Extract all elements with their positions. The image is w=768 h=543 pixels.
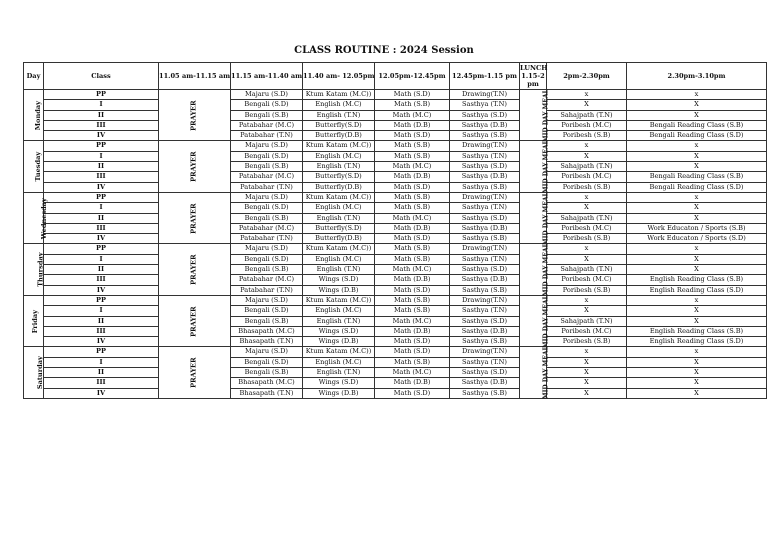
period-cell: Bengali (S.B) (231, 368, 303, 378)
period-cell: Drawing(T.N) (450, 192, 520, 202)
period-cell: Patabahar (M.C) (231, 275, 303, 285)
header-slot-7: 2.30pm-3.10pm (627, 63, 767, 90)
period-cell: x (627, 347, 767, 357)
period-cell: Math (S.B) (375, 100, 450, 110)
period-cell: Patabahar (T.N) (231, 131, 303, 141)
class-cell: II (44, 162, 159, 172)
header-lunch: LUNCH 1.15-2 pm (520, 64, 548, 88)
meal-cell (520, 140, 550, 194)
period-cell: Poribesh (S.B) (547, 182, 627, 192)
period-cell: Bengali (S.B) (231, 316, 303, 326)
period-cell: Bengali (S.B) (231, 162, 303, 172)
period-cell: Bengali Reading Class (S.D) (627, 131, 767, 141)
period-cell: x (547, 141, 627, 151)
period-cell: Math (M.C) (375, 162, 450, 172)
meal-label: MID DAY MEAL (542, 88, 550, 142)
period-cell: Majaru (S.D) (231, 295, 303, 305)
class-cell: PP (44, 192, 159, 202)
period-cell: Bengali (S.D) (231, 357, 303, 367)
period-cell: X (627, 203, 767, 213)
table-row (24, 244, 767, 254)
period-cell: Majaru (S.D) (231, 141, 303, 151)
table-row (24, 162, 767, 172)
period-cell: Ktum Katam (M.C)) (303, 192, 375, 202)
period-cell: Ktum Katam (M.C)) (303, 141, 375, 151)
period-cell: Drawing(T.N) (450, 244, 520, 254)
period-cell: Math (S.D) (375, 131, 450, 141)
period-cell: X (627, 388, 767, 398)
class-cell: II (44, 213, 159, 223)
table-row (24, 326, 767, 336)
table-row (24, 378, 767, 388)
period-cell: English (M.C) (303, 203, 375, 213)
period-cell: Poribesh (S.B) (547, 234, 627, 244)
period-cell: X (547, 151, 627, 161)
period-cell: Sahajpath (T.N) (547, 265, 627, 275)
period-cell: Bhasapath (M.C) (231, 378, 303, 388)
day-label: Thursday (36, 252, 45, 287)
period-cell: Math (M.C) (375, 110, 450, 120)
meal-cell (520, 346, 550, 400)
period-cell: Poribesh (M.C) (547, 275, 627, 285)
period-cell: Ktum Katam (M.C)) (303, 90, 375, 100)
table-row (24, 388, 767, 398)
table-row (24, 203, 767, 213)
period-cell: Math (S.D) (375, 388, 450, 398)
period-cell: Math (S.B) (375, 357, 450, 367)
period-cell: Poribesh (S.B) (547, 285, 627, 295)
period-cell: Drawing(T.N) (450, 141, 520, 151)
period-cell: x (627, 244, 767, 254)
table-row (24, 337, 767, 347)
meal-label: MID DAY MEAL (542, 346, 550, 400)
class-cell: III (44, 223, 159, 233)
period-cell: Poribesh (M.C) (547, 120, 627, 130)
table-row (24, 347, 767, 357)
period-cell: Sahajpath (T.N) (547, 110, 627, 120)
meal-cell (520, 243, 550, 297)
period-cell: Sasthya (D.B) (450, 172, 520, 182)
period-cell: Butterfly(S.D) (303, 223, 375, 233)
period-cell: Wings (S.D) (303, 326, 375, 336)
table-row (24, 254, 767, 264)
day-cell (24, 141, 44, 192)
day-cell (24, 244, 44, 295)
class-cell: II (44, 110, 159, 120)
period-cell: Sasthya (D.B) (450, 120, 520, 130)
period-cell: Ktum Katam (M.C)) (303, 347, 375, 357)
period-cell: Math (S.D) (375, 285, 450, 295)
period-cell: Math (S.B) (375, 295, 450, 305)
period-cell: Sasthya (T.N) (450, 151, 520, 161)
period-cell: Ktum Katam (M.C)) (303, 244, 375, 254)
period-cell: Math (D.B) (375, 172, 450, 182)
period-cell: Sasthya (D.B) (450, 378, 520, 388)
period-cell: Patabahar (M.C) (231, 223, 303, 233)
period-cell: Sasthya (T.N) (450, 306, 520, 316)
period-cell: English (T.N) (303, 213, 375, 223)
period-cell: Patabahar (T.N) (231, 182, 303, 192)
class-cell: II (44, 265, 159, 275)
period-cell: Wings (D.B) (303, 285, 375, 295)
period-cell: English Reading Class (S.B) (627, 326, 767, 336)
header-slot-4: 12.05pm-12.45pm (375, 63, 450, 90)
period-cell: X (627, 378, 767, 388)
prayer-cell (159, 244, 231, 295)
table-row (24, 265, 767, 275)
prayer-cell (159, 295, 231, 346)
period-cell: X (627, 254, 767, 264)
period-cell: Math (M.C) (375, 316, 450, 326)
table-row (24, 275, 767, 285)
class-cell: I (44, 254, 159, 264)
period-cell: English (M.C) (303, 306, 375, 316)
table-row (24, 182, 767, 192)
period-cell: Sasthya (T.N) (450, 254, 520, 264)
period-cell: x (547, 192, 627, 202)
period-cell: Sahajpath (T.N) (547, 213, 627, 223)
header-slot-3: 11.40 am- 12.05pm (303, 63, 375, 90)
period-cell: Sasthya (D.B) (450, 275, 520, 285)
period-cell: Poribesh (S.B) (547, 131, 627, 141)
class-cell: I (44, 100, 159, 110)
period-cell: English (T.N) (303, 316, 375, 326)
period-cell: Patabahar (M.C) (231, 172, 303, 182)
period-cell: Butterfly(D.B) (303, 182, 375, 192)
page-title: CLASS ROUTINE : 2024 Session (294, 45, 474, 56)
period-cell: x (627, 192, 767, 202)
period-cell: Math (D.B) (375, 326, 450, 336)
day-cell (24, 192, 48, 243)
period-cell: Math (S.B) (375, 141, 450, 151)
class-cell: I (44, 151, 159, 161)
period-cell: Sasthya (S.D) (450, 265, 520, 275)
table-row (24, 131, 767, 141)
period-cell: Bengali (S.D) (231, 203, 303, 213)
period-cell: X (547, 357, 627, 367)
prayer-label: PRAYER (189, 100, 198, 131)
period-cell: Math (D.B) (375, 223, 450, 233)
prayer-label: PRAYER (189, 151, 198, 182)
table-row (24, 368, 767, 378)
period-cell: Sahajpath (T.N) (547, 316, 627, 326)
period-cell: English (M.C) (303, 100, 375, 110)
prayer-cell (159, 141, 231, 192)
period-cell: Sasthya (S.B) (450, 388, 520, 398)
period-cell: Sasthya (S.B) (450, 182, 520, 192)
table-row (24, 213, 767, 223)
meal-label: MID DAY MEAL (542, 294, 550, 348)
period-cell: Wings (D.B) (303, 388, 375, 398)
period-cell: x (627, 141, 767, 151)
table-row (24, 90, 767, 100)
meal-cell (520, 88, 550, 142)
class-cell: IV (44, 182, 159, 192)
period-cell: Sasthya (T.N) (450, 203, 520, 213)
table-row (24, 110, 767, 120)
period-cell: Sasthya (S.B) (450, 131, 520, 141)
period-cell: Majaru (S.D) (231, 90, 303, 100)
class-cell: II (44, 368, 159, 378)
period-cell: Bengali (S.B) (231, 110, 303, 120)
period-cell: Sasthya (T.N) (450, 100, 520, 110)
prayer-label: PRAYER (189, 202, 198, 234)
class-cell: III (44, 275, 159, 285)
class-cell: IV (44, 285, 159, 295)
period-cell: Math (D.B) (375, 120, 450, 130)
period-cell: Drawing(T.N) (450, 90, 520, 100)
period-cell: X (627, 213, 767, 223)
period-cell: Bhasapath (T.N) (231, 388, 303, 398)
class-cell: II (44, 316, 159, 326)
header-slot-6: 2pm-2.30pm (547, 63, 627, 90)
period-cell: Work Educaton / Sports (S.D) (627, 234, 767, 244)
period-cell: Bhasapath (M.C) (231, 326, 303, 336)
period-cell: Butterfly(S.D) (303, 120, 375, 130)
routine-table (23, 62, 767, 399)
period-cell: Bhasapath (T.N) (231, 337, 303, 347)
period-cell: Sasthya (S.B) (450, 234, 520, 244)
period-cell: English (M.C) (303, 151, 375, 161)
class-cell: III (44, 172, 159, 182)
class-cell: PP (44, 347, 159, 357)
period-cell: English (T.N) (303, 368, 375, 378)
period-cell: Math (S.B) (375, 254, 450, 264)
period-cell: X (627, 306, 767, 316)
class-cell: IV (44, 234, 159, 244)
period-cell: X (627, 100, 767, 110)
period-cell: Sasthya (S.B) (450, 337, 520, 347)
period-cell: Wings (S.D) (303, 378, 375, 388)
table-row (24, 357, 767, 367)
period-cell: English Reading Class (S.D) (627, 285, 767, 295)
period-cell: Poribesh (M.C) (547, 326, 627, 336)
period-cell: X (547, 100, 627, 110)
period-cell: English (M.C) (303, 254, 375, 264)
period-cell: Work Educaton / Sports (S.B) (627, 223, 767, 233)
period-cell: Ktum Katam (M.C)) (303, 295, 375, 305)
period-cell: Sasthya (S.D) (450, 368, 520, 378)
prayer-cell (159, 192, 231, 243)
period-cell: Butterfly(D.B) (303, 234, 375, 244)
period-cell: Majaru (S.D) (231, 244, 303, 254)
period-cell: Math (S.B) (375, 203, 450, 213)
period-cell: Sasthya (S.B) (450, 285, 520, 295)
class-cell: III (44, 378, 159, 388)
period-cell: Drawing(T.N) (450, 347, 520, 357)
period-cell: X (547, 306, 627, 316)
class-cell: I (44, 203, 159, 213)
meal-cell (520, 294, 550, 348)
period-cell: x (547, 90, 627, 100)
period-cell: Bengali (S.B) (231, 265, 303, 275)
period-cell: X (627, 151, 767, 161)
class-cell: PP (44, 141, 159, 151)
period-cell: Sasthya (S.D) (450, 213, 520, 223)
period-cell: x (547, 244, 627, 254)
period-cell: Sasthya (D.B) (450, 223, 520, 233)
period-cell: Math (M.C) (375, 368, 450, 378)
header-slot-2: 11.15 am-11.40 am (231, 63, 303, 90)
period-cell: X (627, 162, 767, 172)
period-cell: Bengali Reading Class (S.B) (627, 120, 767, 130)
class-cell: I (44, 357, 159, 367)
table-row (24, 295, 767, 305)
period-cell: Sasthya (T.N) (450, 357, 520, 367)
period-cell: Majaru (S.D) (231, 192, 303, 202)
day-label: Monday (33, 100, 42, 130)
period-cell: Math (S.D) (375, 337, 450, 347)
header-slot-1: 11.05 am-11.15 am (159, 63, 231, 90)
period-cell: English Reading Class (S.D) (627, 337, 767, 347)
class-cell: IV (44, 131, 159, 141)
period-cell: English Reading Class (S.B) (627, 275, 767, 285)
period-cell: Math (S.B) (375, 244, 450, 254)
period-cell: Sasthya (S.D) (450, 110, 520, 120)
header-slot-5: 12.45pm-1.15 pm (450, 63, 520, 90)
period-cell: Wings (S.D) (303, 275, 375, 285)
day-label: Wednesday (39, 197, 48, 239)
table-row (24, 151, 767, 161)
period-cell: X (547, 388, 627, 398)
period-cell: Math (D.B) (375, 275, 450, 285)
prayer-label: PRAYER (189, 357, 198, 388)
day-label: Saturday (35, 356, 44, 390)
period-cell: English (T.N) (303, 110, 375, 120)
class-cell: III (44, 120, 159, 130)
period-cell: Bengali (S.D) (231, 151, 303, 161)
period-cell: Poribesh (M.C) (547, 223, 627, 233)
day-cell (24, 90, 44, 141)
table-row (24, 234, 767, 244)
period-cell: Bengali Reading Class (S.B) (627, 172, 767, 182)
period-cell: Math (S.B) (375, 192, 450, 202)
table-row (24, 316, 767, 326)
period-cell: Bengali Reading Class (S.D) (627, 182, 767, 192)
table-row (24, 192, 767, 202)
period-cell: Bengali (S.D) (231, 254, 303, 264)
class-cell: IV (44, 337, 159, 347)
period-cell: Patabahar (T.N) (231, 285, 303, 295)
table-row (24, 172, 767, 182)
prayer-cell (159, 347, 231, 398)
period-cell: Math (S.D) (375, 182, 450, 192)
header-row (24, 63, 767, 90)
table-row (24, 223, 767, 233)
period-cell: Math (S.B) (375, 306, 450, 316)
period-cell: Math (S.D) (375, 90, 450, 100)
period-cell: Math (M.C) (375, 265, 450, 275)
header-day: Day (24, 63, 44, 90)
class-cell: PP (44, 90, 159, 100)
meal-label: MID DAY MEAL (542, 243, 550, 297)
period-cell: Math (S.D) (375, 347, 450, 357)
period-cell: X (547, 368, 627, 378)
period-cell: Math (S.D) (375, 234, 450, 244)
prayer-label: PRAYER (189, 305, 198, 337)
table-row (24, 120, 767, 130)
table-row (24, 141, 767, 151)
period-cell: X (547, 254, 627, 264)
class-cell: III (44, 326, 159, 336)
period-cell: Patabahar (T.N) (231, 234, 303, 244)
period-cell: Patabahar (M.C) (231, 120, 303, 130)
period-cell: English (T.N) (303, 162, 375, 172)
period-cell: X (547, 203, 627, 213)
period-cell: Butterfly(S.D) (303, 172, 375, 182)
routine-body (24, 90, 767, 399)
class-cell: IV (44, 388, 159, 398)
period-cell: Sasthya (D.B) (450, 326, 520, 336)
table-row (24, 285, 767, 295)
period-cell: Drawing(T.N) (450, 295, 520, 305)
period-cell: X (627, 316, 767, 326)
table-row (24, 306, 767, 316)
period-cell: X (547, 378, 627, 388)
header-class: Class (44, 63, 159, 90)
prayer-label: PRAYER (189, 254, 198, 285)
period-cell: Butterfly(D.B) (303, 131, 375, 141)
class-cell: I (44, 306, 159, 316)
day-label: Friday (30, 309, 39, 333)
period-cell: Sasthya (S.D) (450, 316, 520, 326)
day-label: Tuesday (34, 151, 43, 182)
period-cell: Wings (D.B) (303, 337, 375, 347)
period-cell: Bengali (S.D) (231, 100, 303, 110)
period-cell: Poribesh (M.C) (547, 172, 627, 182)
period-cell: x (627, 295, 767, 305)
period-cell: Bengali (S.D) (231, 306, 303, 316)
period-cell: Math (M.C) (375, 213, 450, 223)
meal-label: MID DAY MEAL (542, 140, 550, 194)
period-cell: Math (S.B) (375, 151, 450, 161)
class-cell: PP (44, 244, 159, 254)
meal-cell (520, 191, 550, 245)
period-cell: Math (D.B) (375, 378, 450, 388)
meal-label: MID DAY MEAL (542, 191, 550, 245)
period-cell: X (627, 368, 767, 378)
day-cell (24, 347, 44, 398)
period-cell: Poribesh (S.B) (547, 337, 627, 347)
period-cell: English (T.N) (303, 265, 375, 275)
period-cell: X (627, 110, 767, 120)
period-cell: x (547, 347, 627, 357)
period-cell: Bengali (S.B) (231, 213, 303, 223)
period-cell: English (M.C) (303, 357, 375, 367)
class-cell: PP (44, 295, 159, 305)
period-cell: Majaru (S.D) (231, 347, 303, 357)
period-cell: Sahajpath (T.N) (547, 162, 627, 172)
period-cell: X (627, 265, 767, 275)
period-cell: Sasthya (S.D) (450, 162, 520, 172)
period-cell: x (547, 295, 627, 305)
prayer-cell (159, 90, 231, 141)
table-row (24, 100, 767, 110)
day-cell (24, 295, 44, 346)
period-cell: x (627, 90, 767, 100)
period-cell: X (627, 357, 767, 367)
